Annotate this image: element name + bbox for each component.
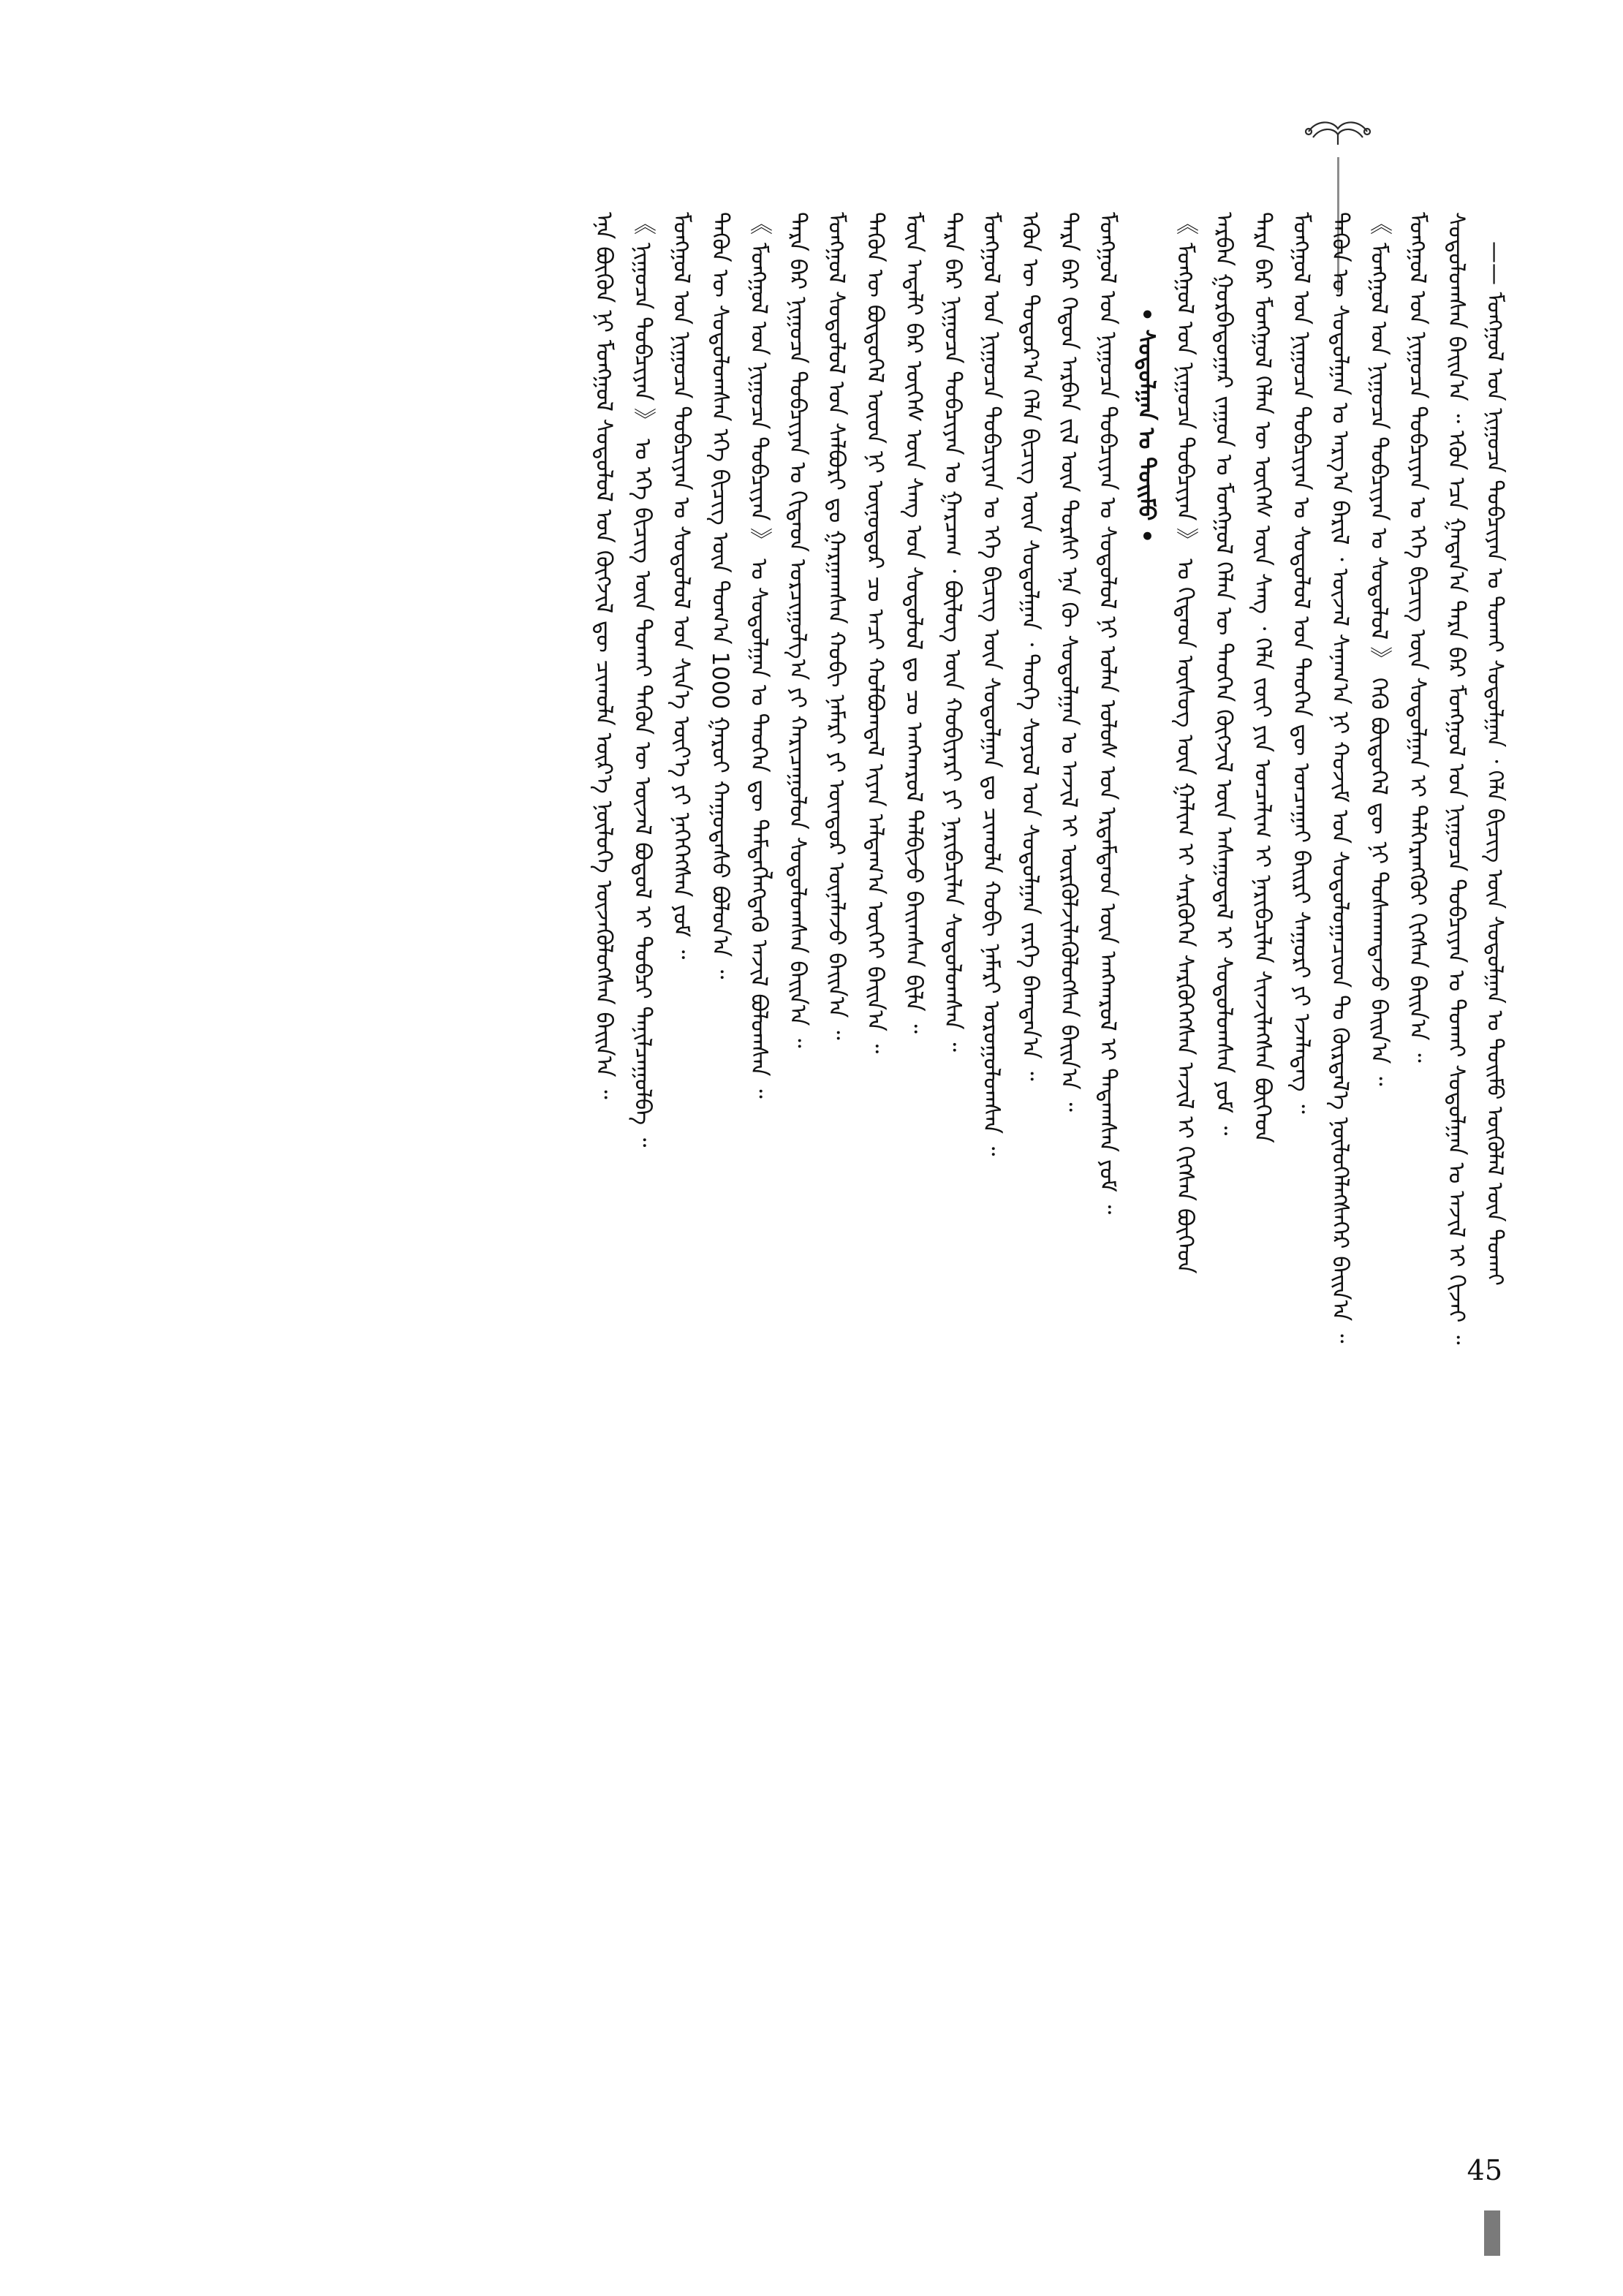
text-column-12: ᠲᠡᠷᠡ ᠪᠡᠷ ᠬᠡᠳᠦᠨ ᠠᠷᠪᠠᠨ ᠵᠢᠯ ᠦᠨ ᠲᠤᠷᠰᠢ ᠡᠨᠡ ᠬᠦ ᠰᠤᠳᠤᠯᠭᠠᠨ ᠤ ᠠᠵᠢᠯ ᠢ ᠦᠷᠭᠦᠯᠵᠢᠯᠡᠭᠦᠯᠦᠭᠰᠡᠨ ᠪᠠᠢᠨ᠎ᠠ ᠃ xyxy=(1056,212,1082,1112)
text-column-19: ᠲᠡᠷᠡ ᠪᠡᠷ ᠨᠢᠭᠤᠴᠠ ᠲᠣᠪᠴᠢᠶᠠᠨ ᠤ ᠬᠢᠲᠠᠳ ᠣᠷᠴᠢᠭᠤᠯᠭ᠎ᠠ ᠶᠢ ᠬᠠᠷᠢᠴᠠᠭᠤᠯᠤᠨ ᠰᠤᠳᠤᠯᠤᠭᠰᠠᠨ ᠪᠠᠢᠨ᠎ᠠ ᠃ xyxy=(784,212,811,1048)
text-column-21 xyxy=(700,212,739,1981)
text-column-22: ᠮᠣᠩᠭᠣᠯ ᠤᠨ ᠨᠢᠭᠤᠴᠠ ᠲᠣᠪᠴᠢᠶᠠᠨ ᠤ ᠰᠤᠳᠤᠯᠤᠯ ᠤᠨ ᠰᠢᠨ᠎ᠡ ᠦᠶ᠎ᠡ ᠶᠢ ᠨᠡᠭᠡᠭᠡᠭᠰᠡᠨ ᠶᠤᠮ ᠃ xyxy=(668,212,695,960)
text-column-03: ᠮᠣᠩᠭᠣᠯ ᠤᠨ ᠨᠢᠭᠤᠴᠠ ᠲᠣᠪᠴᠢᠶᠠᠨ ᠤ ᠡᠬᠡ ᠪᠢᠴᠢᠭ᠌ ᠦᠨ ᠰᠤᠳᠤᠯᠭᠠᠨ ᠢ ᠳᠡᠯᠭᠡᠷᠡᠩᠭᠦᠢ ᠬᠢᠭᠰᠡᠨ ᠪᠠᠢᠨ᠎ᠠ ᠃ xyxy=(1404,212,1431,1063)
text-column-09: 《 ᠮᠣᠩᠭᠣᠯ ᠤᠨ ᠨᠢᠭᠤᠴᠠ ᠲᠣᠪᠴᠢᠶᠠᠨ 》 ᠤ ᠬᠢᠲᠠᠳ ᠦᠰᠦᠭ ᠦᠨ ᠭᠠᠯᠢᠭ ᠢ ᠰᠡᠷᠭᠦᠭᠡᠨ ᠰᠡᠷᠭᠦᠭᠡᠭᠰᠡᠨ ᠠᠵᠢᠯ ᠢ ᠬᠢᠭᠰᠡᠨ ᠪᠥᠭᠡᠳ xyxy=(1172,212,1198,1274)
text-column-05: ᠲᠡᠭᠦᠨ ᠦ ᠰᠤᠳᠤᠯᠭᠠᠨ ᠤ ᠠᠷᠭ᠎ᠠ ᠪᠠᠷᠢᠯ ᠂ ᠦᠵᠡᠯ ᠰᠠᠨᠠᠭ᠎ᠠ ᠨᠢ ᠬᠣᠵᠢᠮ ᠤᠨ ᠰᠤᠳᠤᠯᠤᠭᠠᠴᠢᠳ ᠲᠤ ᠬᠦᠷᠲᠡᠯ᠎ᠡ ᠨᠥᠯᠦᠭᠡᠯᠡᠭᠰᠡᠭᠡᠷ ᠪᠠᠢᠨ᠎ᠠ ᠃ xyxy=(1327,212,1353,1344)
flourish-ornament-icon xyxy=(1294,110,1382,161)
text-column-08: ᠠᠷᠪᠠᠨ ᠭᠤᠷᠪᠠᠳᠤᠭᠠᠷ ᠵᠠᠭᠤᠨ ᠤ ᠮᠣᠩᠭᠣᠯ ᠬᠡᠯᠡᠨ ᠦ ᠲᠡᠦᠬᠡᠨ ᠬᠥᠭᠵᠢᠯ ᠦᠨ ᠠᠰᠠᠭᠤᠳᠠᠯ ᠢ ᠰᠤᠳᠤᠯᠤᠭᠰᠠᠨ ᠶᠤᠮ ᠃ xyxy=(1211,212,1237,1136)
text-column-07: ᠲᠡᠷᠡ ᠪᠡᠷ ᠮᠣᠩᠭᠣᠯ ᠬᠡᠯᠡᠨ ᠦ ᠦᠭᠡᠰ ᠦᠨ ᠰᠠᠩ ᠂ ᠬᠡᠯᠡ ᠵᠦᠢ ᠶᠢᠨ ᠣᠨᠴᠠᠯᠢᠭ ᠢ ᠨᠠᠷᠢᠪᠴᠢᠯᠠᠨ ᠰᠢᠨᠵᠢᠯᠡᠭᠰᠡᠨ ᠪᠥᠭᠡᠳ xyxy=(1249,212,1276,1143)
text-column-04: 《 ᠮᠣᠩᠭᠣᠯ ᠤᠨ ᠨᠢᠭᠤᠴᠠ ᠲᠣᠪᠴᠢᠶᠠᠨ ᠤ ᠰᠤᠳᠤᠯᠤᠯ 》 ᠭᠡᠬᠦ ᠪᠦᠲᠦᠭᠡᠯ ᠳᠦ ᠨᠢ ᠲᠤᠰᠬᠠᠭᠳᠠᠵᠤ ᠪᠠᠢᠨ᠎ᠠ ᠃ xyxy=(1366,212,1392,1086)
text-column-16: ᠮᠥᠨ ᠠᠳᠠᠯᠢ ᠪᠠᠷ ᠦᠭᠡᠰ ᠦᠨ ᠰᠠᠩ ᠤᠨ ᠰᠤᠳᠤᠯᠤᠯ ᠳᠤ ᠴᠤ ᠠᠩᠬᠠᠷᠤᠯ ᠲᠠᠯᠪᠢᠵᠤ ᠪᠠᠢᠭᠰᠠᠨ ᠪᠢᠯᠡ ᠃ xyxy=(901,212,927,1034)
footer-bar-icon xyxy=(1484,2210,1500,2256)
text-column-23: 《 ᠨᠢᠭᠤᠴᠠ ᠲᠣᠪᠴᠢᠶᠠᠨ 》 ᠤ ᠡᠬᠡ ᠪᠢᠴᠢᠭ᠌ ᠦᠨ ᠲᠤᠬᠠᠢ ᠲᠡᠭᠦᠨ ᠦ ᠦᠵᠡᠯ ᠪᠣᠳᠣᠯ ᠢ ᠲᠣᠪᠴᠢ ᠲᠠᠨᠢᠯᠴᠠᠭᠤᠯᠪᠠ ᠃ xyxy=(629,212,656,1148)
text-column-15: ᠲᠡᠷᠡ ᠪᠡᠷ ᠨᠢᠭᠤᠴᠠ ᠲᠣᠪᠴᠢᠶᠠᠨ ᠤ ᠭᠠᠷᠴᠠᠭ ᠂ ᠪᠦᠯᠦᠭ ᠦᠨ ᠬᠤᠪᠢᠶᠠᠷᠢ ᠶᠢ ᠨᠠᠷᠢᠪᠴᠢᠯᠠᠨ ᠰᠤᠳᠤᠯᠤᠭᠰᠠᠨ ᠃ xyxy=(939,212,966,1052)
text-column-24: ᠡᠨᠡ ᠪᠦᠬᠦᠨ ᠨᠢ ᠮᠣᠩᠭᠣᠯ ᠰᠤᠳᠤᠯᠤᠯ ᠤᠨ ᠬᠥᠭᠵᠢᠯ ᠳᠦ ᠴᠢᠬᠤᠯᠠ ᠦᠷ᠎ᠡ ᠨᠥᠯᠦᠭᠡ ᠦᠵᠡᠭᠦᠯᠦᠭᠰᠡᠨ ᠪᠠᠢᠨ᠎ᠠ ᠃ xyxy=(591,212,617,1099)
text-column-11: ᠮᠣᠩᠭᠣᠯ ᠤᠨ ᠨᠢᠭᠤᠴᠠ ᠲᠣᠪᠴᠢᠶᠠᠨ ᠤ ᠰᠤᠳᠤᠯᠤᠯ ᠨᠢ ᠣᠯᠠᠨ ᠤᠯᠤᠰ ᠤᠨ ᠡᠷᠳᠡᠮᠲᠡᠳ ᠦᠨ ᠠᠩᠬᠠᠷᠤᠯ ᠢ ᠲᠠᠲᠠᠭᠰᠠᠨ ᠶᠤᠮ ᠃ xyxy=(1094,212,1121,1215)
text-column-13: ᠡᠭᠦᠨ ᠦ ᠳᠣᠲᠣᠷ᠎ᠠ ᠬᠡᠯᠡ ᠪᠢᠴᠢᠭ᠌ ᠦᠨ ᠰᠤᠳᠤᠯᠭᠠᠨ ᠂ ᠲᠡᠦᠬᠡ ᠰᠤᠶᠤᠯ ᠤᠨ ᠰᠤᠳᠤᠯᠭᠠᠨ ᠵᠡᠷᠭᠡ ᠪᠠᠭᠲᠠᠨ᠎ᠠ ᠃ xyxy=(1017,212,1043,1081)
article-title: —— ᠮᠣᠩᠭᠣᠯ ᠤᠨ ᠨᠢᠭᠤᠴᠠ ᠲᠣᠪᠴᠢᠶᠠᠨ ᠤ ᠲᠤᠬᠠᠢ ᠰᠤᠳᠤᠯᠭᠠᠨ ᠂ ᠬᠡᠯᠡ ᠪᠢᠴᠢᠭ᠌ ᠦᠨ ᠰᠤᠳᠤᠯᠭᠠᠨ ᠤ ᠲᠣᠢᠮᠤ ᠦᠭᠦᠯᠡᠯ ᠦᠨ ᠲᠤᠬᠠᠢ xyxy=(1482,241,1507,1286)
text-column-02: ᠰᠤᠳᠤᠯᠤᠭᠰᠠᠨ ᠪᠠᠢᠨ᠎ᠠ ᠃ ᠡᠭᠦᠨ ᠡᠴᠡ ᠭᠠᠳᠠᠨ᠎ᠠ ᠲᠡᠷᠡ ᠪᠡᠷ ᠮᠣᠩᠭᠣᠯ ᠤᠨ ᠨᠢᠭᠤᠴᠠ ᠲᠣᠪᠴᠢᠶᠠᠨ ᠤ ᠲᠤᠬᠠᠢ ᠰᠤᠳᠤᠯᠭᠠᠨ ᠤ ᠠᠵᠢᠯ ᠢ ᠬᠢᠵᠡᠢ ᠃ xyxy=(1443,212,1469,1345)
text-column-06: ᠮᠣᠩᠭᠣᠯ ᠤᠨ ᠨᠢᠭᠤᠴᠠ ᠲᠣᠪᠴᠢᠶᠠᠨ ᠤ ᠰᠤᠳᠤᠯᠤᠯ ᠤᠨ ᠲᠡᠦᠬᠡᠨ ᠳᠦ ᠣᠨᠴᠠᠭᠠᠢ ᠪᠠᠢᠷᠢ ᠰᠠᠭᠤᠷᠢ ᠶᠢ ᠡᠵᠡᠯᠡᠳᠡᠭ ᠃ xyxy=(1288,212,1314,1114)
text-column-18: ᠮᠣᠩᠭᠣᠯ ᠰᠤᠳᠤᠯᠤᠯ ᠤᠨ ᠰᠠᠯᠪᠤᠷᠢ ᠳᠤ ᠭᠠᠷᠭᠠᠭᠰᠠᠨ ᠬᠤᠪᠢ ᠨᠡᠮᠡᠷᠢ ᠶᠢ ᠥᠨᠳᠦᠷ ᠦᠨᠡᠯᠡᠵᠦ ᠪᠠᠢᠨ᠎ᠠ ᠃ xyxy=(823,212,850,1040)
section-heading: • ᠰᠤᠳᠤᠯᠭᠠᠨ ᠤ ᠲᠣᠢᠮᠤ • xyxy=(1133,307,1159,544)
page-number: 45 xyxy=(1467,2154,1502,2186)
text-column-14: ᠮᠣᠩᠭᠣᠯ ᠤᠨ ᠨᠢᠭᠤᠴᠠ ᠲᠣᠪᠴᠢᠶᠠᠨ ᠤ ᠡᠬᠡ ᠪᠢᠴᠢᠭ᠌ ᠦᠨ ᠰᠤᠳᠤᠯᠭᠠᠨ ᠳᠤ ᠴᠢᠬᠤᠯᠠ ᠬᠤᠪᠢ ᠨᠡᠮᠡᠷᠢ ᠣᠷᠤᠭᠤᠯᠤᠭᠰᠠᠨ ᠃ xyxy=(978,212,1005,1156)
body-text-block xyxy=(154,212,1513,2083)
text-column-20: 《 ᠮᠣᠩᠭᠣᠯ ᠤᠨ ᠨᠢᠭᠤᠴᠠ ᠲᠣᠪᠴᠢᠶᠠᠨ 》 ᠤ ᠰᠤᠳᠤᠯᠭᠠᠨ ᠤ ᠲᠡᠦᠬᠡᠨ ᠳᠦ ᠲᠡᠮᠳᠡᠭᠯᠡᠭᠳᠡᠬᠦ ᠠᠵᠢᠯ ᠪᠣᠯᠤᠭᠰᠠᠨ ᠃ xyxy=(746,212,772,1099)
text-column-21-text: ᠲᠡᠭᠦᠨ ᠦ ᠰᠤᠳᠤᠯᠤᠭᠰᠠᠨ ᠡᠬᠡ ᠪᠢᠴᠢᠭ᠌ ᠦᠨ ᠲᠣᠭ᠎ᠠ 1000 ᠭᠠᠷᠤᠢ ᠬᠠᠭᠤᠳᠠᠰᠤ ᠪᠣᠯᠤᠨ᠎ᠠ ᠃ xyxy=(707,212,733,980)
text-column-17: ᠲᠡᠭᠦᠨ ᠦ ᠪᠦᠲᠦᠭᠡᠯ ᠦᠳ ᠨᠢ ᠥᠨᠥᠳᠦᠷ ᠴᠤ ᠠᠴᠢ ᠬᠣᠯᠪᠤᠭᠳᠠᠯ ᠢᠶᠠᠨ ᠠᠯᠳᠠᠭ᠎ᠠ ᠦᠭᠡᠢ ᠪᠠᠢᠨ᠎ᠠ ᠃ xyxy=(862,212,888,1054)
